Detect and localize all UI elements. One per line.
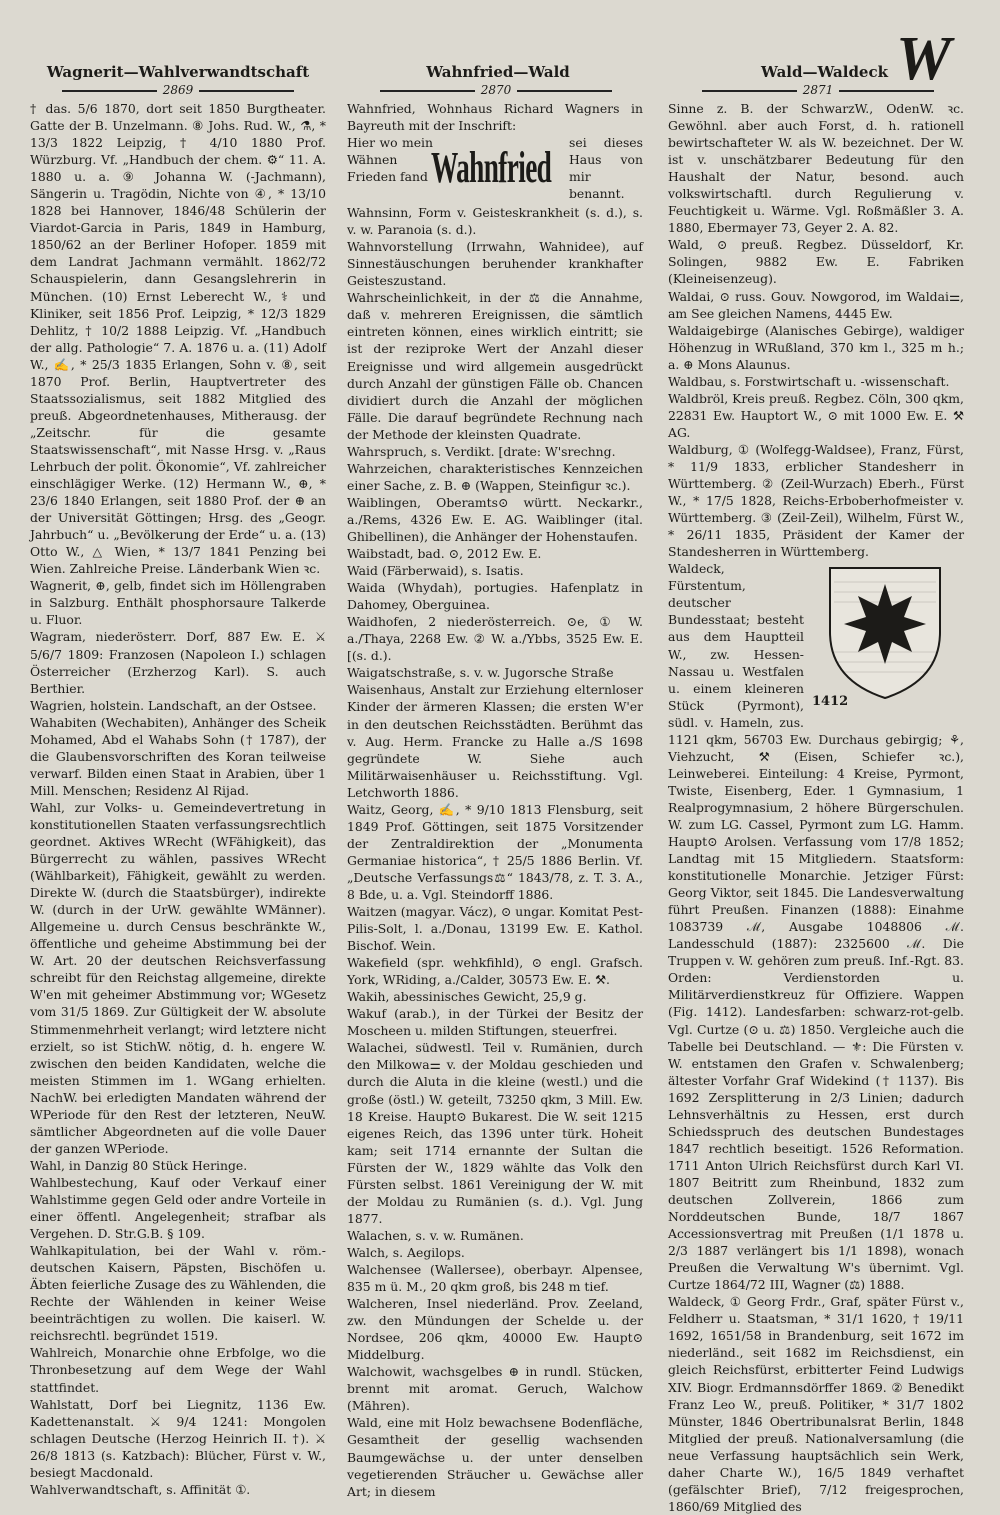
entry: Wahlreich, Monarchie ohne Erbfolge, wo die Thronbesetzung auf dem Wege der Wahl stattfindet. [30, 1345, 326, 1395]
entry: Waibstadt, bad. ⊙, 2012 Ew. E. [347, 546, 542, 562]
entry: Wahlverwandtschaft, s. Affinität ①. [30, 1481, 251, 1497]
entry: Walchensee (Wallersee), oberbayr. Alpensee, 835 m ü. M., 20 qkm groß, bis 248 m tief. [347, 1262, 643, 1295]
entry: Waldaigebirge (Alanisches Gebirge), waldiger Höhenzug in WRußland, 370 km l., 325 m h.; a. ⊕ Mons Alaunus. [668, 322, 964, 372]
header-center: Wahnfried—Wald [426, 63, 570, 81]
entry: Waldeck, Fürstentum, deutscher Bundesstaat; besteht aus dem Hauptteil W., zw. Hessen-Nassau u. Westfalen u. einem kleineren Stück (Pyrmont), südl. v. Hameln, zus. 1121 qkm, 56703 Ew. Durchaus gebirgig; ⚘, Viehzucht, ⚒ (Eisen, Schiefer ꝛc.), Leinweberei. Einteilung: 4 Kreise, Pyrmont, Twiste, Eisenberg, Eder. 1 Gymnasium, 1 Realprogymnasium, 2 höhere Bürgerschulen. W. zum LG. Cassel, Pyrmont zum LG. Hamm. Haupt⊙ Arolsen. Verfassung vom 17/8 1852; Landtag mit 15 Mitgliedern. Staatsform: konstitutionelle Monarchie. Jetziger Fürst: Georg Viktor, seit 1845. Die Landesverwaltung führt Preußen. Finanzen (1888): Einahme 1083739 ℳ, Ausgabe 1048806 ℳ. Landesschuld (1887): 2325600 ℳ. Die Truppen v. W. gehören zum preuß. Inf.-Rgt. 83. Orden: Verdienstorden u. Militärverdienstkreuz für Offiziere. Wappen (Fig. 1412). Landesfarben: schwarz-rot-gelb. Vgl. Curtze (⊙ u. ⚖) 1850. Vergleiche auch die Tabelle bei Deutschland. — ⚜: Die Fürsten v. W. entstamen den Grafen v. Schwalenberg; ältester Vorfahr Graf Widekind († 1137). Bis 1692 Zersplitterung in 2/3 Linien; dadurch Lehnsverhältnis zu Hessen, erst durch Schiedsspruch des deutschen Bundestages 1847 rechtlich beseitigt. 1526 Reformation. 1711 Anton Ulrich Reichsfürst durch Karl VI. 1807 Beitritt zum Rheinbund, 1832 zum deutschen Zollverein, 1866 zum Norddeutschen Bunde, 18/7 1867 Accessionsvertrag mit Preußen (1/1 1878 u. 2/3 1887 verlängert bis 1/1 1898), wonach Preußen die Verwaltung W's übernimt. Vgl. Curtze 1864/72 III, Wagner (⚖) 1888. [668, 561, 964, 1293]
entry: Sinne z. B. der SchwarzW., OdenW. ꝛc. Gewöhnl. aber auch Forst, d. h. rationell bewirtschafteter W. als W. bezeichnet. Der W. ist v. unschätzbarer Bedeutung für den Haushalt der Natur, besond. auch volkswirtschaftl. durch Regulierung v. Feuchtigkeit u. Wärme. Vgl. Roßmäßler 3. A. 1880, Ebermayer 73, Geyer 2. A. 82. [668, 101, 964, 236]
entry: Waisenhaus, Anstalt zur Erziehung elternloser Kinder der ärmeren Klassen; die ersten W'er in den deutschen Reichsstädten. Berühmt das v. Aug. Herm. Francke zu Halle a./S 1698 gegründete W. Siehe auch Militärwaisenhäuser u. Reichsstiftung. Vgl. Letchworth 1886. [347, 682, 643, 800]
entry: Wakefield (spr. wehkfihld), ⊙ engl. Grafsch. York, WRiding, a./Calder, 30573 Ew. E. ⚒. [347, 955, 643, 988]
entry: Waldbröl, Kreis preuß. Regbez. Cöln, 300 qkm, 22831 Ew. Hauptort W., ⊙ mit 1000 Ew. E. ⚒ AG. [668, 390, 964, 440]
entry: Waiblingen, Oberamts⊙ württ. Neckarkr., a./Rems, 4326 Ew. E. AG. Waiblinger (ital. Ghibellinen), die Anhänger der Hohenstaufen. [347, 494, 643, 544]
entry-wahnfried: Wahnfried, Wohnhaus Richard Wagners in Bayreuth mit der Inschrift: [347, 101, 643, 134]
inscription-word: Wahnfried [431, 143, 552, 193]
wahnfried-inscription [347, 134, 643, 202]
entry: Wahlbestechung, Kauf oder Verkauf einer Wahlstimme gegen Geld oder andre Vorteile in einer öffentl. Angelegenheit; strafbar als Vergehen. D. Str.G.B. § 109. [30, 1174, 326, 1242]
section-letter: W [896, 25, 952, 93]
entry: Wakuf (arab.), in der Türkei der Besitz der Moscheen u. milden Stiftungen, steuerfrei. [347, 1006, 643, 1039]
entry: Waldbau, s. Forstwirtschaft u. -wissenschaft. [668, 373, 950, 389]
entry: Walchowit, wachsgelbes ⊕ in rundl. Stücken, brennt mit aromat. Geruch, Walchow (Mähren). [347, 1364, 643, 1414]
entry: Wahl, in Danzig 80 Stück Heringe. [30, 1157, 248, 1173]
entry: Wald, eine mit Holz bewachsene Bodenfläche, Gesamtheit der gesellig wachsenden Baumgewächse u. der unter denselben vegetierenden Sträucher u. Gewächse aller Art; in diesem [347, 1415, 643, 1499]
entry: Wahlkapitulation, bei der Wahl v. röm.-deutschen Kaisern, Päpsten, Bischöfen u. Äbten feierliche Zusage des zu Wählenden, die Rechte der Wählenden in keiner Weise beeinträchtigen zu wollen. Die kaiserl. W. reichsrechtl. begründet 1519. [30, 1243, 326, 1344]
figure-number: 1412 [812, 694, 849, 710]
entry: Wahrzeichen, charakteristisches Kennzeichen einer Sache, z. B. ⊕ (Wappen, Steinfigur ꝛc.). [347, 460, 643, 493]
entry: Waigatschstraße, s. v. w. Jugorsche Straße [347, 665, 614, 681]
header-right: Wald—Waldeck [761, 63, 888, 81]
entry: Wahabiten (Wechabiten), Anhänger des Scheik Mohamed, Abd el Wahabs Sohn († 1787), der die Glaubensvorschriften des Koran teilweise verwarf. Bilden einen Staat in Arabien, über 1 Mill. Menschen; Residenz Al Rijad. [30, 714, 326, 798]
entry: Wahrscheinlichkeit, in der ⚖ die Annahme, daß v. mehreren Ereignissen, die sämtlich eintreten können, eines wirklich eintritt; sie ist der reziproke Wert der Anzahl dieser Ereignisse und wird allgemein ausgedrückt durch Anzahl der günstigen Fälle ob. Chancen dividiert durch die Anzahl der möglichen Fälle. Die darauf begründete Rechnung nach der Methode der kleinsten Quadrate. [347, 290, 643, 442]
entry: Waldeck, ① Georg Frdr., Graf, später Fürst v., Feldherr u. Staatsman, * 31/1 1620, † 19/11 1692, 1651/58 in Brandenburg, seit 1672 im niederländ., seit 1682 im Reichsdienst, ein gleich Reichsfürst, erbitterter Feind Ludwigs XIV. Biogr. Erdmannsdörffer 1869. ② Benedikt Franz Leo W., preuß. Politiker, * 31/7 1802 Münster, 1846 Obertribunalsrat Berlin, 1848 Mitglied der preuß. Nationalversamlung (die neue Verfassung hauptsächlich sein Werk, daher Charte W.), 16/5 1849 verhaftet (gefälschter Brief), 7/12 freigesprochen, 1860/69 Mitglied des [668, 1294, 964, 1514]
page-number-center: 2870 [346, 83, 646, 97]
entry: Walcheren, Insel niederländ. Prov. Zeeland, zw. den Mündungen der Schelde u. der Nordsee, 206 qkm, 40000 Ew. Haupt⊙ Middelburg. [347, 1296, 643, 1363]
waldeck-coat-of-arms-figure [810, 562, 964, 712]
entry: Wahl, zur Volks- u. Gemeindevertretung in konstitutionellen Staaten verfassungsrechtlich geordnet. Aktives WRecht (WFähigkeit), das Bürgerrecht zu wählen, passives WRecht (Wählbarkeit), Fähigkeit, gewählt zu werden. Direkte W. (durch die Staatsbürger), indirekte W. (durch in der UrW. gewählte WMänner). Allgemeine u. durch Census beschränkte W., öffentliche und geheime Abstimmung bei der W. Art. 20 der deutschen Reichsverfassung schreibt für den Reichstag allgemeine, direkte W'en mit geheimer Abstimmung vor; WGesetz vom 31/5 1869. Zur Gültigkeit der W. absolute Stimmenmehrheit verlangt; wird letztere nicht erzielt, so ist StichW. nötig, d. h. engere W. zwischen den beiden Kandidaten, welche die meisten Stimmen im 1. WGang erhielten. NachW. bei erledigten Mandaten während der WPeriode für den Rest der letzteren, NeuW. sämtlicher Abgeordneten auf die volle Dauer der ganzen WPeriode. [30, 799, 326, 1156]
entry: Waitz, Georg, ✍, * 9/10 1813 Flensburg, seit 1849 Prof. Göttingen, seit 1875 Vorsitzender der Zentraldirektion der „Monumenta Germaniae historica“, † 25/5 1886 Berlin. Vf. „Deutsche Verfassungs⚖“ 1843/78, z. T. 3. A., 8 Bde, u. a. Vgl. Steindorff 1886. [347, 801, 643, 902]
page-number-left: 2869 [28, 83, 328, 97]
coat-of-arms-star-icon [810, 562, 960, 702]
entry: Walachei, südwestl. Teil v. Rumänien, durch den Milkowa⚌ v. der Moldau geschieden und durch die Aluta in die kleine (westl.) und die große (östl.) W. geteilt, 73250 qkm, 3 Mill. Ew. 18 Kreise. Haupt⊙ Bukarest. Die W. seit 1215 eigenes Reich, das 1396 unter türk. Hoheit kam; seit 1714 ernannte der Sultan die Fürsten der W., 1829 wählte das Volk den Fürsten selbst. 1861 Vereinigung der W. mit der Moldau zu Rumänien (s. d.). Vgl. Jung 1877. [347, 1040, 643, 1226]
entry: Waitzen (magyar. Vácz), ⊙ ungar. Komitat Pest-Pilis-Solt, l. a./Donau, 13199 Ew. E. Kathol. Bischof. Wein. [347, 904, 643, 954]
entry: Wald, ⊙ preuß. Regbez. Düsseldorf, Kr. Solingen, 9882 Ew. E. Fabriken (Kleineisenzeug). [668, 237, 964, 287]
entry: Wagnerit, ⊕, gelb, findet sich im Höllengraben in Salzburg. Enthält phosphorsaure Talkerde u. Fluor. [30, 578, 326, 628]
entry: Wagram, niederösterr. Dorf, 887 Ew. E. ⚔ 5/6/7 1809: Franzosen (Napoleon I.) schlagen Österreicher (Erzherzog Karl). S. auch Berthier. [30, 629, 326, 696]
entry: Wahrspruch, s. Verdikt. [drate: W'srechng. [347, 443, 616, 459]
entry: Waid (Färberwaid), s. Isatis. [347, 563, 524, 579]
entry: Wahnvorstellung (Irrwahn, Wahnidee), auf Sinnestäuschungen beruhender krankhafter Geisteszustand. [347, 239, 643, 289]
entry: Waidhofen, 2 niederösterreich. ⊙e, ① W. a./Thaya, 2268 Ew. ② W. a./Ybbs, 3525 Ew. E. [(s. d.). [347, 614, 643, 664]
entry: Wahlstatt, Dorf bei Liegnitz, 1136 Ew. Kadettenanstalt. ⚔ 9/4 1241: Mongolen schlagen Deutsche (Herzog Heinrich II. †). ⚔ 26/8 1813 (s. Katzbach): Blücher, Fürst v. W., besiegt Macdonald. [30, 1396, 326, 1480]
entry: Wagrien, holstein. Landschaft, an der Ostsee. [30, 697, 317, 713]
entry: Waida (Whydah), portugies. Hafenplatz in Dahomey, Oberguinea. [347, 580, 643, 613]
entry: Walachen, s. v. w. Rumänen. [347, 1227, 524, 1243]
page-number-rule [28, 83, 972, 99]
header-left: Wagnerit—Wahlverwandtschaft [46, 63, 310, 81]
entry: † das. 5/6 1870, dort seit 1850 Burgtheater. Gatte der B. Unzelmann. ⑧ Johs. Rud. W., ⚗, * 13/3 1822 Leipzig, † 4/10 1880 Prof. Würzburg. Vf. „Handbuch der chem. ⚙“ 11. A. 1880 u. a. ⑨ Johanna W. (-Jachmann), Sängerin u. Tragödin, Nichte von ④, * 13/10 1828 bei Hannover, 1846/48 Schülerin der Viardot-Garcia in Paris, 1849 in Hamburg, 1850/62 an der Berliner Hofoper. 1859 mit dem Landrat Jachmann vermählt. 1862/72 Schauspielerin, dann Gesangslehrerin in München. (10) Ernst Leberecht W., ⚕ und Kliniker, seit 1856 Prof. Leipzig, * 12/3 1829 Dehlitz, † 10/2 1888 Leipzig. Vf. „Handbuch der allg. Pathologie“ 7. A. 1876 u. a. (11) Adolf W., ✍, * 25/3 1835 Erlangen, Sohn v. ⑧, seit 1870 Prof. Berlin, Hauptvertreter des Staatssozialismus, seit 1882 Mitglied des preuß. Abgeordnetenhauses, Mitherausg. der „Zeitschr. für die gesamte Staatswissenschaft“, mit Nasse Hrsg. v. „Raus Lehrbuch der polit. Ökonomie“, Vf. zahlreicher einschlägiger Werke. (12) Hermann W., ⊕, * 23/6 1840 Erlangen, seit 1880 Prof. der ⊕ an der Universität Göttingen; Hrsg. des „Geogr. Jahrbuch“ u. „Bevölkerung der Erde“ u. a. (13) Otto W., △ Wien, * 13/7 1841 Penzing bei Wien. Zahlreiche Preise. Länderbank Wien ꝛc. [30, 101, 326, 577]
page-header [28, 62, 888, 84]
column-right [668, 100, 964, 1514]
column-left [30, 100, 326, 1497]
inscription-left: Hier wo mein Wähnen Frieden fand [347, 135, 433, 185]
column-center [347, 100, 643, 1499]
entry: Walch, s. Aegilops. [347, 1244, 465, 1260]
inscription-right: sei dieses Haus von mir benannt. [569, 135, 643, 202]
entry: Wakih, abessinisches Gewicht, 25,9 g. [347, 989, 587, 1005]
page-number-right: 2871 [668, 83, 968, 97]
entry: Waldburg, ① (Wolfegg-Waldsee), Franz, Fürst, * 11/9 1833, erblicher Standesherr in Württemberg. ② (Zeil-Wurzach) Eberh., Fürst W., * 17/5 1828, Reichs-Erboberhofmeister v. Württemberg. ③ (Zeil-Zeil), Wilhelm, Fürst W., * 26/11 1835, Präsident der Kamer der Standesherren in Württemberg. [668, 441, 964, 560]
entry: Waldai, ⊙ russ. Gouv. Nowgorod, im Waldai⚌, am See gleichen Namens, 4445 Ew. [668, 288, 964, 321]
entry: Wahnsinn, Form v. Geisteskrankheit (s. d.), s. v. w. Paranoia (s. d.). [347, 205, 643, 238]
